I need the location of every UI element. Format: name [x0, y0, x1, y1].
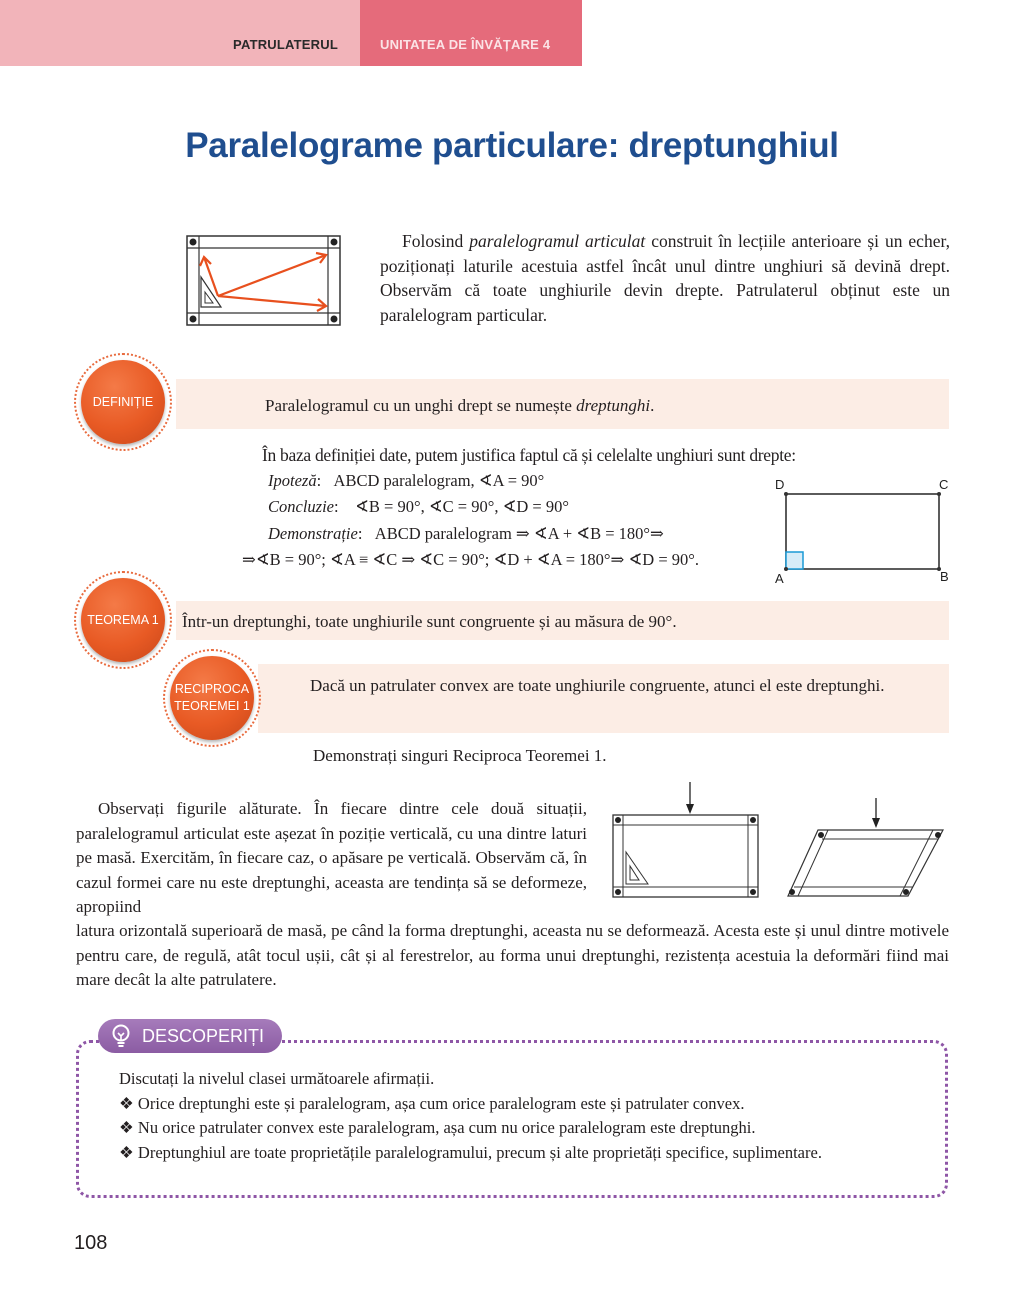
discover-item: ❖ Dreptunghiul are toate proprietățile paralelogramului, precum și alte proprietăți specifice, suplimentare. [119, 1142, 822, 1162]
theorem-badge: TEOREMA 1 [81, 578, 165, 662]
definition-text: Paralelogramul cu un unghi drept se numește dreptunghi. [265, 396, 655, 415]
vertex-label-a: A [775, 571, 784, 586]
pressure-comparison-figures [608, 780, 953, 900]
intro-paragraph: Folosind paralelogramul articulat construit în lecțiile anterioare și un echer, poziționați laturile acestuia astfel încât unul dintre unghiuri să devină drept. Observăm că toate unghiurile devin drepte. Patrulaterul obținut este un paralelogram particular. [380, 231, 950, 325]
hypothesis-line: Ipoteză: ABCD paralelogram, ∢A = 90° [268, 471, 545, 490]
header-unit-tab [360, 0, 582, 66]
proof-line-1: Demonstrație: ABCD paralelogram ⇒ ∢A + ∢B = 180°⇒ [268, 524, 664, 543]
exercise-text: Demonstrați singuri Reciproca Teoremei 1. [313, 746, 607, 765]
vertex-label-d: D [775, 477, 785, 492]
discover-intro: Discutați la nivelul clasei următoarele afirmații. [119, 1069, 435, 1088]
diamond-bullet-icon: ❖ [119, 1118, 134, 1137]
header-chapter-tab [0, 0, 360, 66]
unit-label: UNITATEA DE ÎNVĂȚARE 4 [380, 37, 551, 52]
deformed-parallelogram-icon [788, 798, 943, 896]
discover-label-pill: DESCOPERIȚI [98, 1019, 282, 1053]
theorem-text: Într-un dreptunghi, toate unghiurile sunt congruente și au măsura de 90°. [182, 612, 677, 631]
vertex-label-c: C [939, 477, 949, 492]
observation-paragraph-full: latura orizontală superioară de masă, pe când la forma dreptunghi, aceasta nu se deformează. Acesta este și unul dintre motivele pentru care, de regulă, atât tocul ușii, cât și al ferestrelor, au forma unui dreptunghi, rezistența acestuia la deformări fiind mai mare decât la alte patrulatere. [76, 921, 949, 989]
justification-intro: În baza definiției date, putem justifica faptul că și celelalte unghiuri sunt drepte: [262, 445, 796, 465]
diamond-bullet-icon: ❖ [119, 1142, 134, 1162]
lightbulb-icon [108, 1023, 134, 1049]
page-title: Paralelograme particulare: dreptunghiul [185, 126, 839, 165]
discover-item: ❖ Orice dreptunghi este și paralelogram, așa cum orice paralelogram este și patrulater convex. [119, 1093, 745, 1113]
vertex-label-b: B [940, 569, 949, 584]
definition-badge: DEFINIȚIE [81, 360, 165, 444]
chapter-label: PATRULATERUL [233, 37, 338, 52]
discover-content [93, 1067, 935, 1165]
discover-item: ❖ Nu orice patrulater convex este paralelogram, așa cum nu orice paralelogram este dreptunghi. [119, 1118, 756, 1137]
intro-emphasis: paralelogramul articulat [469, 231, 646, 251]
converse-text: Dacă un patrulater convex are toate unghiurile congruente, atunci el este dreptunghi. [310, 676, 885, 695]
page-number: 108 [74, 1232, 108, 1254]
conclusion-line: Concluzie: ∢B = 90°, ∢C = 90°, ∢D = 90° [268, 497, 569, 516]
rectangle-abcd-figure [770, 475, 955, 587]
converse-badge: RECIPROCA TEOREMEI 1 [170, 656, 254, 740]
proof-line-2: ⇒∢B = 90°; ∢A ≡ ∢C ⇒ ∢C = 90°; ∢D + ∢A = 180°⇒ ∢D = 90°. [242, 550, 700, 569]
observation-paragraph-wrapped: Observați figurile alăturate. În fiecare dintre cele două situații, paralelogramul articulat este așezat în poziție verticală, cu una dintre laturi pe masă. Exercităm, în fiecare caz, o apăsare pe verticală. Observăm că, în cazul formei care nu este dreptunghi, aceasta are tendința să se deformeze, apropiind [76, 799, 587, 916]
diamond-bullet-icon: ❖ [119, 1093, 134, 1113]
rectangle-frame-icon [613, 782, 758, 897]
articulated-parallelogram-icon [186, 235, 341, 327]
